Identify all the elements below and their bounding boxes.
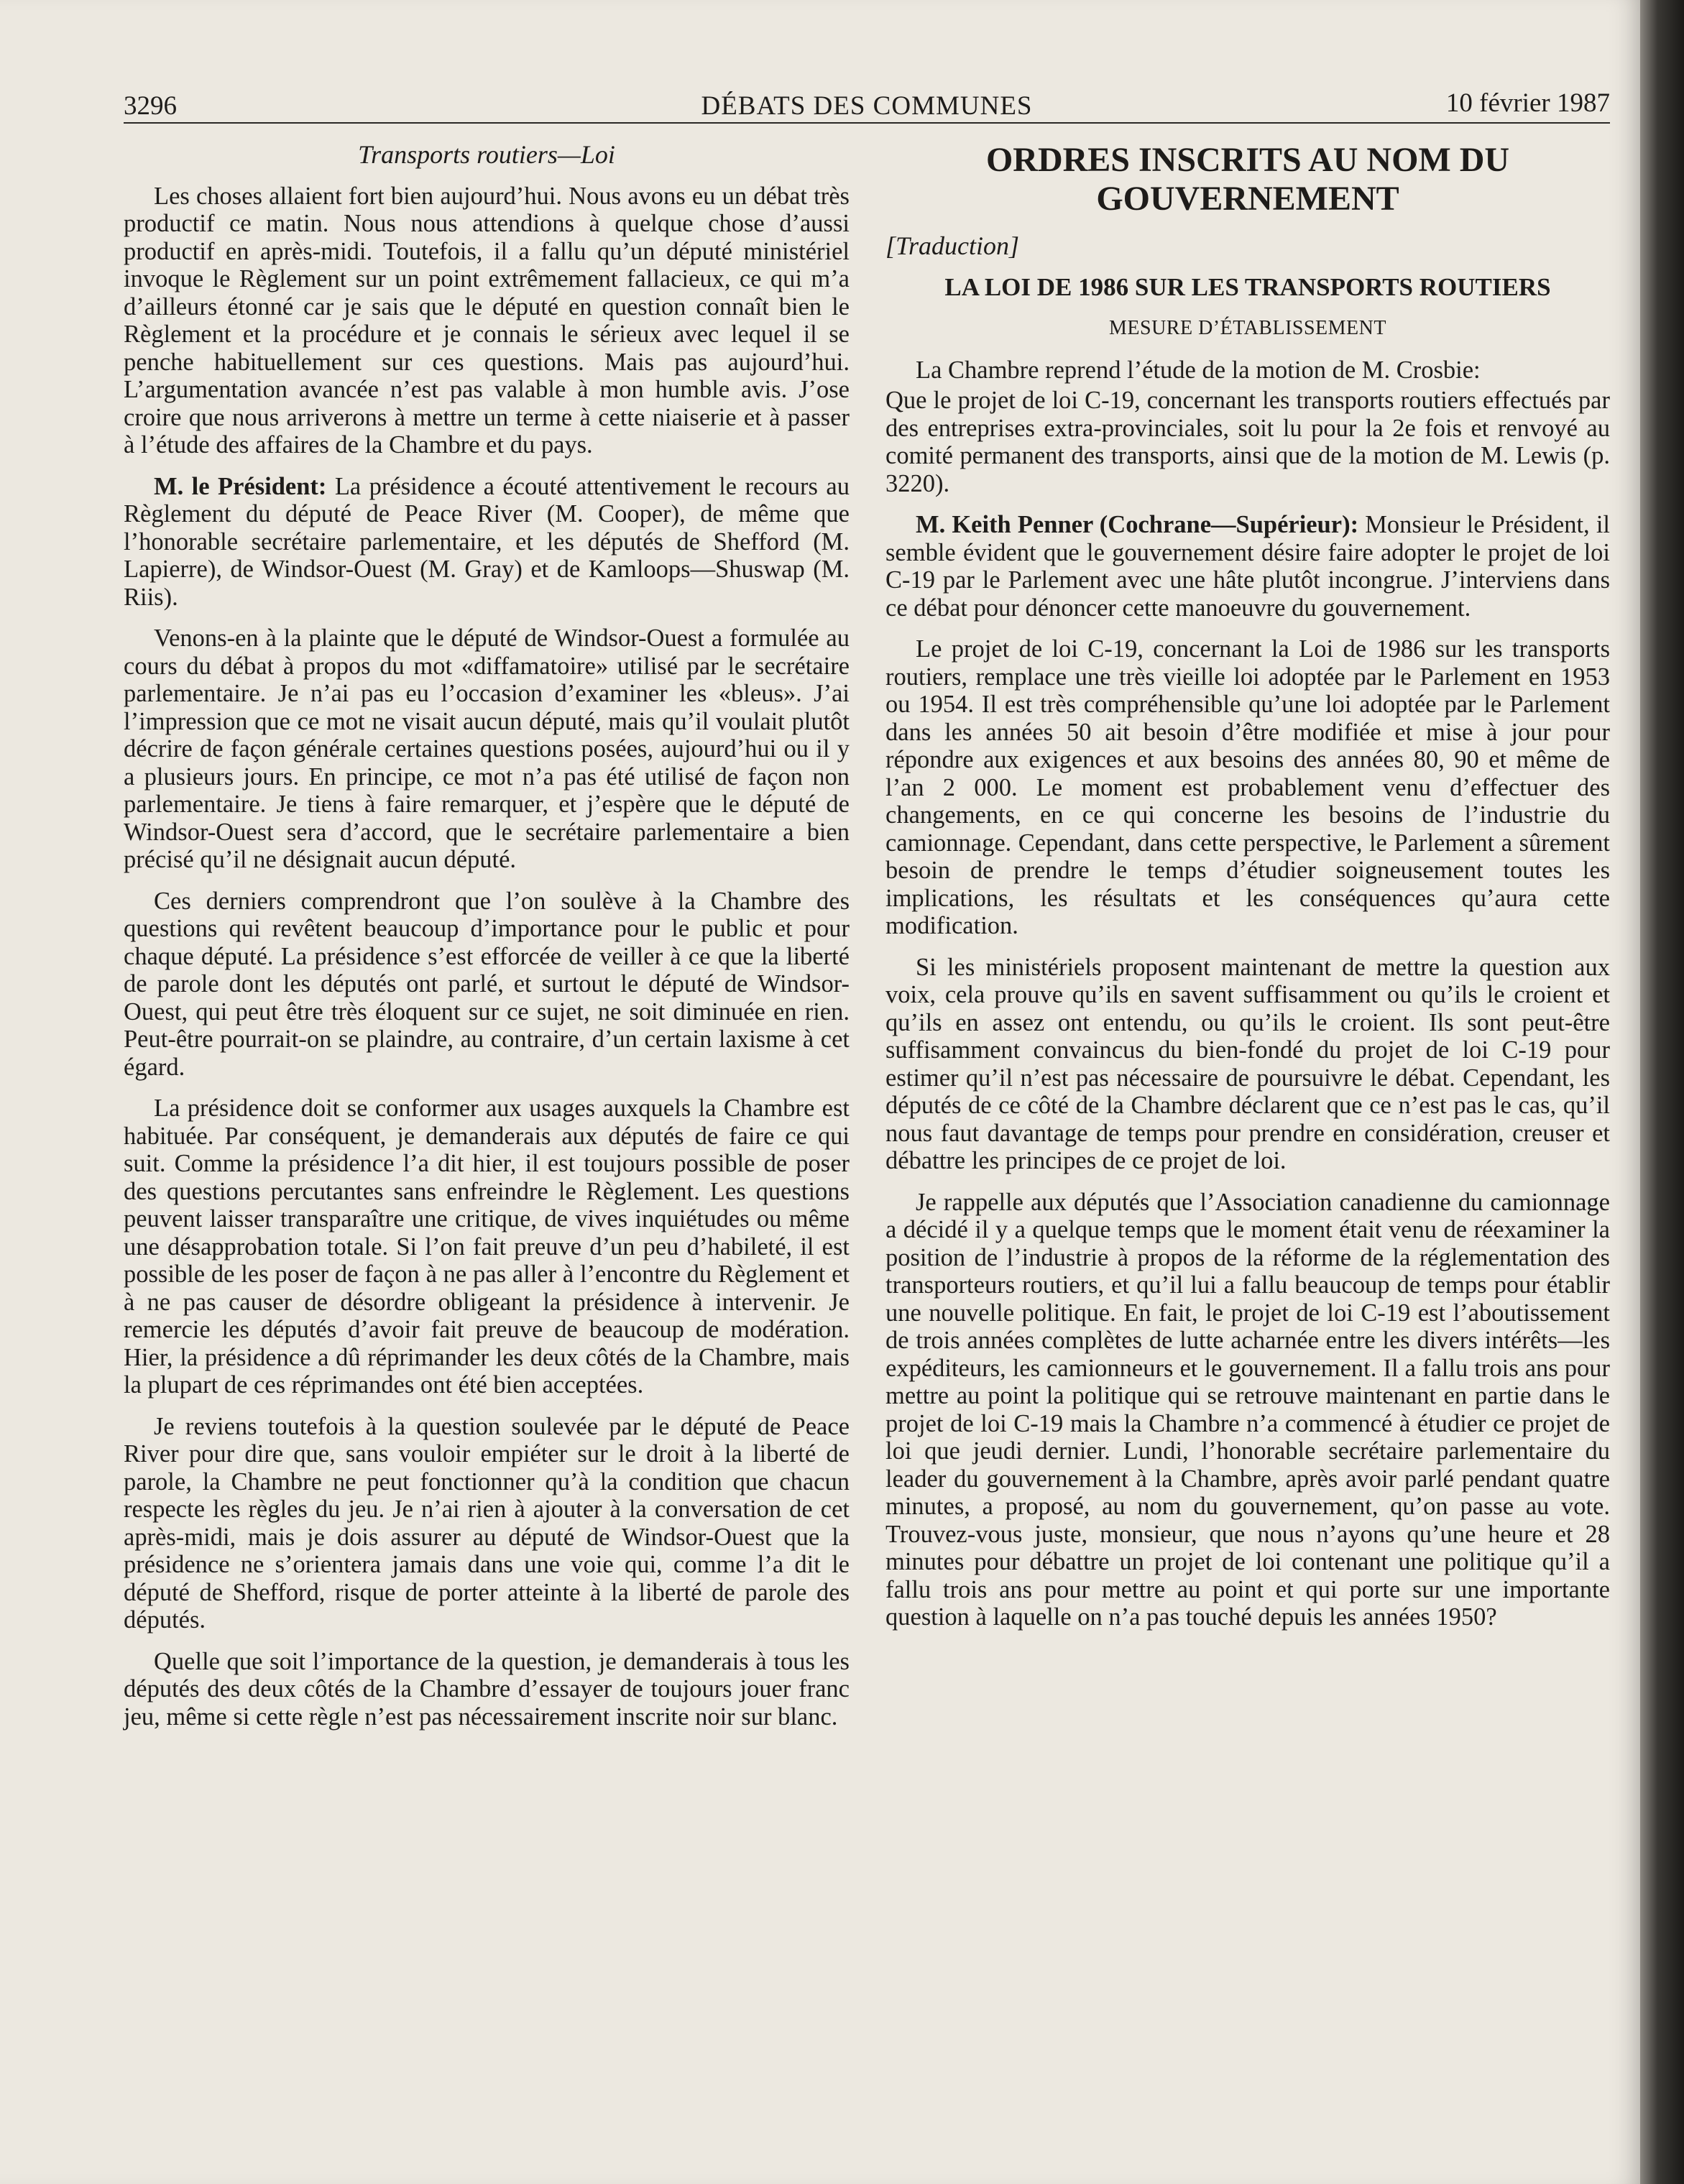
book-gutter bbox=[1640, 0, 1684, 2184]
motion-block bbox=[885, 356, 1610, 498]
motion-text: Que le projet de loi C-19, concernant les transports routiers effectués par des entreprises extra-provinciales, soit lu pour la 2e fois et renvoyé au comité permanent des transports, ainsi que de la motion de M. Lewis (p. 3220). bbox=[885, 387, 1610, 497]
header-date: 10 février 1987 bbox=[1445, 88, 1610, 118]
paragraph: La présidence doit se conformer aux usages auxquels la Chambre est habituée. Par conséquent, je demanderais aux députés de faire ce qui suit. Comme la présidence l’a dit hier, il est toujours possible de poser des questions percutantes sans enfreindre le Règlement. Les questions peuvent laisser transparaître une critique, de vives inquiétudes ou même une désapprobation totale. Si l’on fait preuve d’un peu d’habileté, il est possible de les poser de façon à ne pas aller à l’encontre du Règlement et à ne pas causer de désordre obligeant la présidence à intervenir. Je remercie les députés d’avoir fait preuve de beaucoup de modération. Hier, la présidence a dû réprimander les deux côtés de la Chambre, mais la plupart de ces réprimandes ont été bien acceptées. bbox=[124, 1095, 850, 1399]
paragraph: Les choses allaient fort bien aujourd’hui. Nous avons eu un débat très productif ce matin. Nous nous attendions à quelque chose d’aussi productif en après-midi. Toutefois, il a fallu qu’un député ministériel invoque le Règlement sur un point extrêmement fallacieux, ce qui m’a d’ailleurs étonné car je sais que le député en question connaît bien le Règlement et la procédure et je connais le sérieux avec lequel il se penche habituellement sur ces questions. Mais pas aujourd’hui. L’argumentation avancée n’est pas valable à mon humble avis. J’ose croire que nous arriverons à mettre un terme à cette niaiserie et à passer à l’étude des affaires de la Chambre et du pays. bbox=[124, 182, 850, 459]
paragraph bbox=[885, 511, 1610, 622]
right-column bbox=[885, 141, 1610, 1645]
running-head: Transports routiers—Loi bbox=[358, 140, 615, 169]
paragraph: Ces derniers comprendront que l’on soulève à la Chambre des questions qui revêtent beaucoup d’importance pour le public et pour chaque député. La présidence s’est efforcée de veiller à ce que la liberté de parole dont les députés ont parlé, et surtout le député de Windsor-Ouest, qui peut être très éloquent sur ce sujet, ne soit diminuée en rien. Peut-être pourrait-on se plaindre, au contraire, d’un certain laxisme à cet égard. bbox=[124, 887, 850, 1081]
header-rule bbox=[124, 122, 1610, 124]
paragraph: Je rappelle aux députés que l’Association canadienne du camionnage a décidé il y a quelque temps que le moment était venu de réexaminer la position de l’industrie à propos de la réforme de la réglementation des transporteurs routiers, et qu’il lui a fallu beaucoup de temps pour établir une nouvelle politique. En fait, le projet de loi C-19 est l’aboutissement de trois années complètes de lutte acharnée entre les divers intérêts—les expéditeurs, les camionneurs et le gouvernement. Il a fallu trois ans pour mettre au point la politique qui se retrouve maintenant en partie dans le projet de loi C-19 mais la Chambre n’a commencé à étudier ce projet de loi que jeudi dernier. Lundi, l’honorable secrétaire parlementaire du leader du gouvernement à la Chambre, après avoir parlé pendant quatre minutes, a proposé, au nom du gouvernement, qu’on passe au vote. Trouvez-vous juste, monsieur, que nous n’ayons qu’une heure et 28 minutes pour débattre un projet de loi contenant une politique qu’il a fallu trois ans pour mettre au point et qui porte sur une importante question à laquelle on n’a pas touché depuis les années 1950? bbox=[885, 1188, 1610, 1631]
bill-subtitle: MESURE D’ÉTABLISSEMENT bbox=[1109, 317, 1386, 339]
paragraph-text: Monsieur le Président, il semble évident que le gouvernement désire faire adopter le projet de loi C-19 par le Parlement avec une hâte plutôt incongrue. J’interviens dans ce débat pour dénoncer cette manoeuvre du gouvernement. bbox=[885, 511, 1610, 622]
bill-title: LA LOI DE 1986 SUR LES TRANSPORTS ROUTIERS bbox=[944, 272, 1551, 301]
paragraph: Si les ministériels proposent maintenant de mettre la question aux voix, cela prouve qu’ils en savent suffisamment ou qu’ils le croient et qu’ils en assez ont entendu, ou qu’ils le croient. Ils sont peut-être suffisamment convaincus du bien-fondé du projet de loi C-19 pour estimer qu’il n’est pas nécessaire de poursuivre le débat. Cependant, les députés de ce côté de la Chambre déclarent que ce n’est pas le cas, qu’il nous faut davantage de temps pour prendre en considération, creuser et débattre les principes de ce projet de loi. bbox=[885, 953, 1610, 1174]
left-column bbox=[124, 141, 850, 1744]
speaker-name: M. le Président: bbox=[154, 472, 327, 500]
page-number: 3296 bbox=[124, 91, 177, 121]
paragraph: Je reviens toutefois à la question soulevée par le député de Peace River pour dire que, sans vouloir empiéter sur le droit à la liberté de parole, la Chambre ne peut fonctionner qu’à la condition que chacun respecte les règles du jeu. Je n’ai rien à ajouter à la conversation de cet après-midi, mais je dois assurer au député de Windsor-Ouest que la présidence ne s’orientera jamais dans une voie qui, comme l’a dit le député de Shefford, risque de porter atteinte à la liberté de parole des députés. bbox=[124, 1412, 850, 1634]
page-header bbox=[124, 85, 1610, 128]
translation-note: [Traduction] bbox=[885, 231, 1020, 260]
paragraph: Le projet de loi C-19, concernant la Loi de 1986 sur les transports routiers, remplace une très vieille loi adoptée par le Parlement en 1953 ou 1954. Il est très compréhensible qu’une loi adoptée par le Parlement dans les années 50 ait besoin d’être modifiée et mise à jour pour répondre aux exigences et aux besoins des années 80, 90 et même de l’an 2 000. Le moment est probablement venu d’effectuer des changements, en ce qui concerne les besoins de l’industrie du camionnage. Cependant, dans cette perspective, le Parlement a sûrement besoin de prendre le temps d’étudier soigneusement toutes les implications, les résultats et les conséquences qu’aura cette modification. bbox=[885, 635, 1610, 939]
speaker-name: M. Keith Penner (Cochrane—Supérieur): bbox=[916, 511, 1359, 538]
paragraph: Venons-en à la plainte que le député de Windsor-Ouest a formulée au cours du débat à propos du mot «diffamatoire» utilisé par le secrétaire parlementaire. Je n’ai pas eu l’occasion d’examiner les «bleus». J’ai l’impression que ce mot ne visait aucun député, mais qu’il voulait plutôt décrire de façon générale certaines questions posées, aujourd’hui ou il y a plusieurs jours. En principe, ce mot n’a pas été utilisé de façon non parlementaire. Je tiens à faire remarquer, et j’espère que le député de Windsor-Ouest sera d’accord, que le secrétaire parlementaire a bien précisé qu’il ne désignait aucun député. bbox=[124, 625, 850, 873]
paragraph bbox=[124, 473, 850, 612]
paragraph-text: La présidence a écouté attentivement le recours au Règlement du député de Peace River (M. Cooper), de même que l’honorable secrétaire parlementaire, et les députés de Shefford (M. Lapierre), de Windsor-Ouest (M. Gray) et de Kamloops—Shuswap (M. Riis). bbox=[124, 472, 850, 611]
motion-intro: La Chambre reprend l’étude de la motion de M. Crosbie: bbox=[916, 356, 1481, 384]
publication-title: DÉBATS DES COMMUNES bbox=[701, 91, 1033, 121]
section-title: ORDRES INSCRITS AU NOM DU GOUVERNEMENT bbox=[985, 141, 1510, 218]
paragraph: Quelle que soit l’importance de la question, je demanderais à tous les députés des deux côtés de la Chambre d’essayer de toujours jouer franc jeu, même si cette règle n’est pas nécessairement inscrite noir sur blanc. bbox=[124, 1647, 850, 1731]
